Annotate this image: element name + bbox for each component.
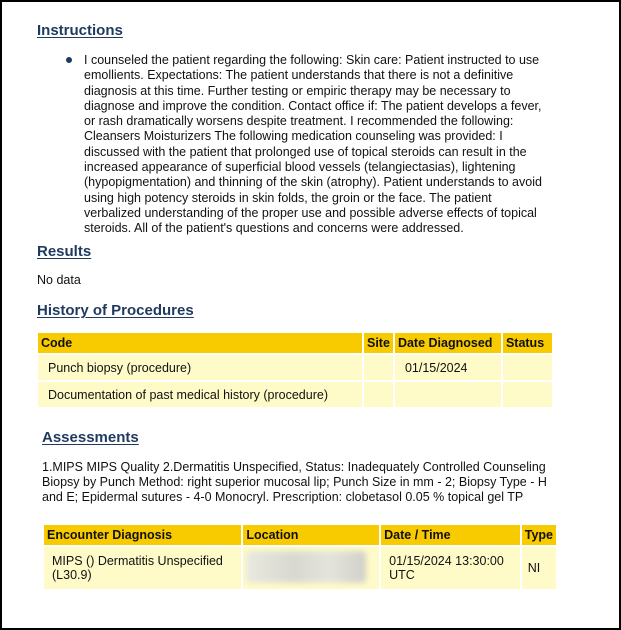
assessments-text: 1.MIPS MIPS Quality 2.Dermatitis Unspecified, Status: Inadequately Controlled Counseling Biopsy by Punch Method: right superior mucosal lip; Punch Size in mm - 2; Biopsy Type - H and E; Epidermal sutures - 4-0 Monocryl. Prescription: clobetasol 0.05 % topical gel TP [42, 460, 547, 504]
col-site: Site [364, 333, 393, 353]
procedures-header-row [38, 333, 552, 353]
col-date-diagnosed: Date Diagnosed [395, 333, 501, 353]
col-location: Location [243, 525, 379, 545]
procedure-site [364, 382, 393, 407]
instructions-text: I counseled the patient regarding the following: Skin care: Patient instructed to use emollients. Expectations: The patient understands that there is not a definitive diagnosis at this time. Further testing or empiric therapy may be necessary to diagnose and improve the condition. Contact office if: The patient develops a fever, or rash dramatically worsens despite treatment. I recommended the following: Cleansers Moisturizers The following medication counseling was provided: I discussed with the patient that prolonged use of topical steroids can result in the increased appearance of superficial blood vessels (telangiectasias), lightening (hypopigmentation) and thinning of the skin (atrophy). Patient understands to avoid using high potency steroids in skin folds, the groin or the face. The patient verbalized understanding of the proper use and possible adverse effects of topical steroids. All of the patient's questions and concerns were addressed. [84, 53, 542, 236]
table-row [38, 355, 552, 380]
table-row [44, 547, 556, 589]
procedures-table [36, 331, 554, 409]
procedure-site [364, 355, 393, 380]
table-row [38, 382, 552, 407]
results-heading: Results [37, 243, 92, 260]
procedures-heading: History of Procedures [37, 302, 194, 319]
redacted-location [246, 551, 366, 583]
col-type: Type [522, 525, 556, 545]
assessments-heading: Assessments [42, 429, 139, 446]
procedure-code: Punch biopsy (procedure) [38, 355, 362, 380]
encounter-header-row [44, 525, 556, 545]
encounter-table [42, 523, 558, 591]
encounter-location [243, 547, 379, 589]
col-date-time: Date / Time [381, 525, 520, 545]
col-status: Status [503, 333, 552, 353]
instructions-heading: Instructions [37, 22, 123, 39]
procedure-code: Documentation of past medical history (procedure) [38, 382, 362, 407]
procedure-status [503, 382, 552, 407]
encounter-date-time: 01/15/2024 13:30:00 UTC [381, 547, 520, 589]
col-code: Code [38, 333, 362, 353]
instructions-list-item [66, 53, 546, 237]
procedure-date [395, 382, 501, 407]
procedure-status [503, 355, 552, 380]
encounter-diagnosis: MIPS () Dermatitis Unspecified (L30.9) [44, 547, 241, 589]
procedure-date: 01/15/2024 [395, 355, 501, 380]
results-value: No data [37, 273, 81, 287]
encounter-type: NI [522, 547, 556, 589]
col-encounter-diagnosis: Encounter Diagnosis [44, 525, 241, 545]
bullet-icon [66, 57, 72, 63]
